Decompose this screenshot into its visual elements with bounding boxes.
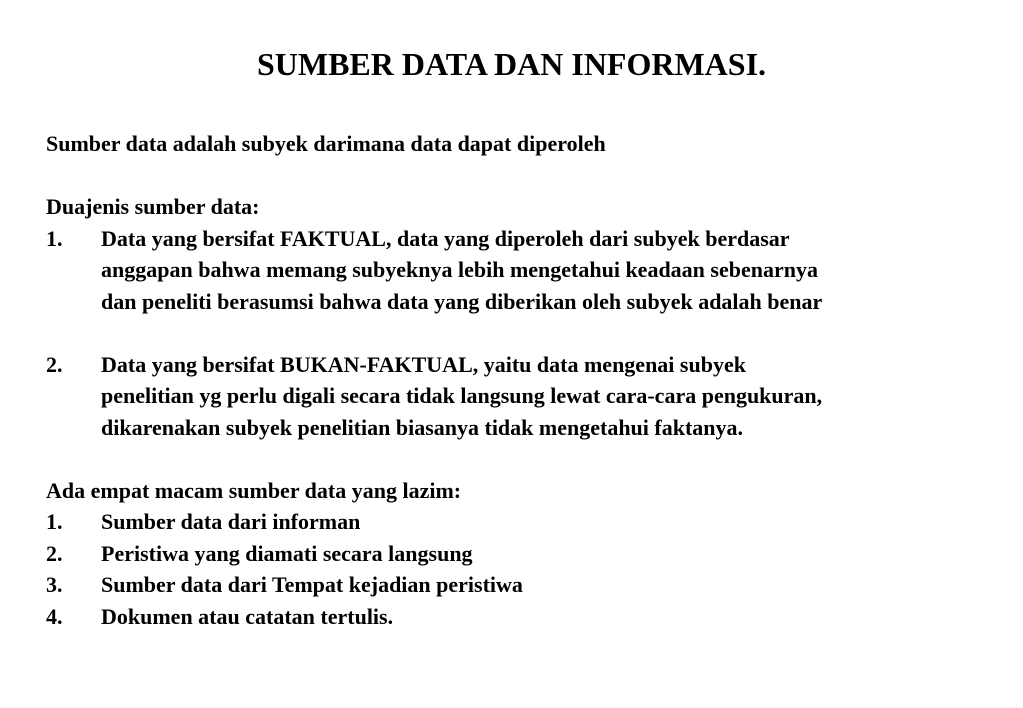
list-number: 2. [46, 351, 63, 377]
list-item-text: Dokumen atau catatan tertulis. [101, 603, 394, 629]
list-number: 4. [46, 603, 63, 629]
types-heading: Duajenis sumber data: [46, 194, 260, 219]
list-item-line: Data yang bersifat BUKAN-FAKTUAL, yaitu data mengenai subyek [101, 351, 746, 377]
definition-text: Sumber data adalah subyek darimana data dapat diperoleh [46, 131, 606, 156]
list-number: 1. [46, 225, 63, 251]
list-item-text: Peristiwa yang diamati secara langsung [101, 540, 473, 566]
list-item [46, 223, 986, 318]
list-item-line: dan peneliti berasumsi bahwa data yang diberikan oleh subyek adalah benar [101, 288, 823, 314]
list-number: 1. [46, 509, 63, 534]
list-item [46, 506, 986, 538]
list-item [46, 569, 986, 601]
list-number: 2. [46, 540, 63, 566]
list-item-line: penelitian yg perlu digali secara tidak langsung lewat cara-cara pengukuran, [101, 383, 823, 408]
list-item-text: Sumber data dari Tempat kejadian peristiwa [101, 572, 523, 597]
list-number: 3. [46, 572, 63, 597]
slide-content [46, 128, 986, 632]
list-item-text [101, 223, 986, 318]
spacer [46, 160, 986, 192]
slide-title: SUMBER DATA DAN INFORMASI. [256, 46, 767, 82]
list-item [46, 349, 986, 444]
types-list [46, 223, 986, 444]
list-item [46, 538, 986, 570]
spacer [46, 443, 986, 475]
sources-list [46, 506, 986, 632]
list-item-line: dikarenakan subyek penelitian biasanya tidak mengetahui faktanya. [101, 414, 744, 440]
list-item-line: anggapan bahwa memang subyeknya lebih mengetahui keadaan sebenarnya [101, 257, 818, 282]
list-item-text: Sumber data dari informan [101, 509, 361, 534]
list-item-line: Data yang bersifat FAKTUAL, data yang diperoleh dari subyek berdasar [101, 225, 790, 251]
list-item [46, 601, 986, 633]
spacer [46, 317, 986, 349]
list-item-text [101, 349, 986, 444]
sources-heading: Ada empat macam sumber data yang lazim: [46, 477, 462, 503]
